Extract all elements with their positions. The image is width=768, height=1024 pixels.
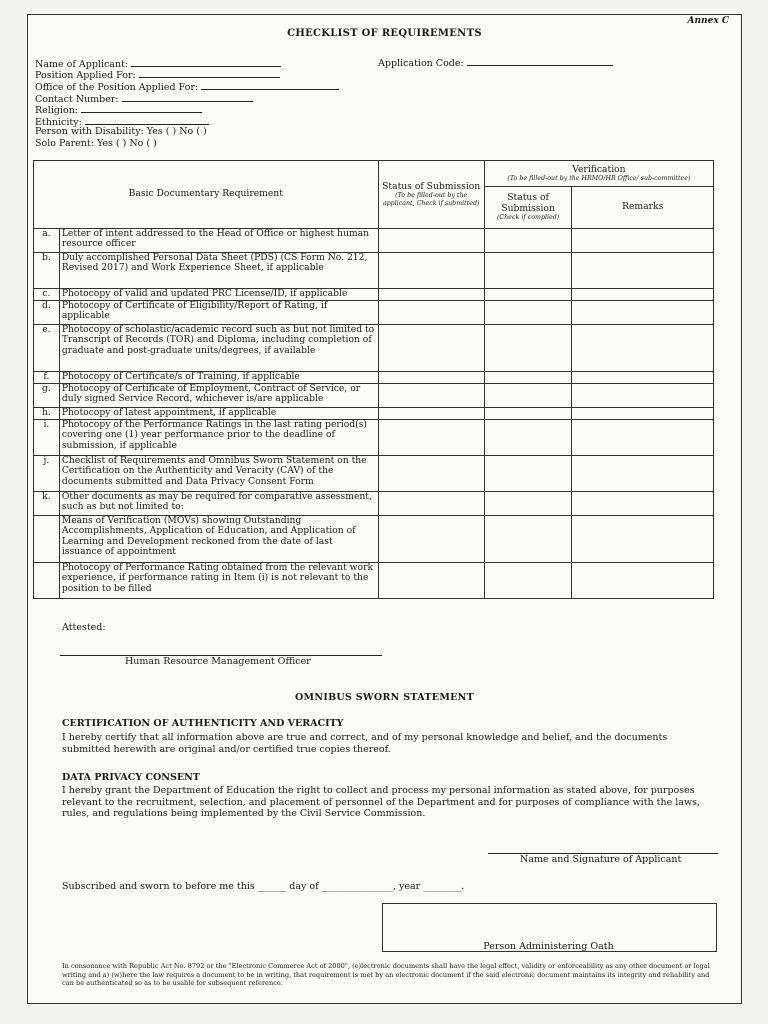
row-letter: d. <box>34 301 60 325</box>
header-status-note: (To be filled-out by the applicant, Check if submitted) <box>382 192 480 207</box>
status-cell[interactable] <box>378 456 484 492</box>
status-cell[interactable] <box>378 492 484 516</box>
verification-status-cell[interactable] <box>484 420 572 456</box>
remarks-cell[interactable] <box>572 301 714 325</box>
row-letter: f. <box>34 372 60 384</box>
status-cell[interactable] <box>378 563 484 599</box>
verification-status-cell[interactable] <box>484 516 572 563</box>
status-cell[interactable] <box>378 325 484 372</box>
annex-label: Annex C <box>687 16 729 26</box>
table-row <box>34 289 714 301</box>
row-requirement-text: Letter of intent addressed to the Head of Office or highest human resource officer <box>59 229 378 253</box>
row-requirement-text: Photocopy of Certificate of Employment, Contract of Service, or duly signed Service Record, whichever is/are applicable <box>59 384 378 408</box>
header-v-status-note: (Check if complied) <box>496 214 560 222</box>
table-row <box>34 516 714 563</box>
verification-status-cell[interactable] <box>484 456 572 492</box>
remarks-cell[interactable] <box>572 516 714 563</box>
status-cell[interactable] <box>378 516 484 563</box>
pwd-field[interactable]: Person with Disability: Yes ( ) No ( ) <box>35 126 207 137</box>
contact-label: Contact Number: <box>35 94 119 105</box>
verification-status-cell[interactable] <box>484 563 572 599</box>
header-verification-note: (To be filled-out by the HRMO/HR Office/ sub-committee) <box>507 174 691 182</box>
row-requirement-text: Photocopy of the Performance Ratings in the last rating period(s) covering one (1) year performance prior to the deadline of submission, if applicable <box>59 420 378 456</box>
verification-status-cell[interactable] <box>484 301 572 325</box>
ethnicity-label: Ethnicity: <box>35 117 82 128</box>
table-row <box>34 420 714 456</box>
row-requirement-text: Photocopy of Performance Rating obtained from the relevant work experience, if performance rating in Item (i) is not relevant to the position to be filled <box>59 563 378 599</box>
verification-status-cell[interactable] <box>484 372 572 384</box>
verification-status-cell[interactable] <box>484 408 572 420</box>
table-row <box>34 384 714 408</box>
status-cell[interactable] <box>378 372 484 384</box>
omnibus-heading: OMNIBUS SWORN STATEMENT <box>294 692 475 703</box>
document-page <box>27 14 742 1004</box>
verification-status-cell[interactable] <box>484 325 572 372</box>
applicant-signature-label: Name and Signature of Applicant <box>520 854 682 865</box>
header-remarks: Remarks <box>572 187 714 229</box>
certification-heading: CERTIFICATION OF AUTHENTICITY AND VERACITY <box>62 718 344 729</box>
applicant-name-label: Name of Applicant: <box>35 59 129 70</box>
row-letter: b. <box>34 253 60 289</box>
remarks-cell[interactable] <box>572 492 714 516</box>
table-row <box>34 563 714 599</box>
row-letter: c. <box>34 289 60 301</box>
table-row <box>34 456 714 492</box>
table-row <box>34 253 714 289</box>
remarks-cell[interactable] <box>572 384 714 408</box>
row-requirement-text: Other documents as may be required for comparative assessment, such as but not limited to: <box>59 492 378 516</box>
header-v-status-label: Status of Submission <box>501 192 555 214</box>
verification-status-cell[interactable] <box>484 253 572 289</box>
table-row <box>34 301 714 325</box>
remarks-cell[interactable] <box>572 408 714 420</box>
attested-label: Attested: <box>62 622 106 633</box>
table-row <box>34 408 714 420</box>
row-letter: g. <box>34 384 60 408</box>
verification-status-cell[interactable] <box>484 289 572 301</box>
application-code-field[interactable] <box>378 56 613 69</box>
requirements-table <box>33 160 714 599</box>
header-status-submission <box>378 161 484 229</box>
status-cell[interactable] <box>378 253 484 289</box>
header-verification-label: Verification <box>572 163 626 175</box>
application-code-label: Application Code: <box>378 58 464 69</box>
position-label: Position Applied For: <box>35 70 136 81</box>
remarks-cell[interactable] <box>572 563 714 599</box>
row-letter: i. <box>34 420 60 456</box>
status-cell[interactable] <box>378 229 484 253</box>
row-letter <box>34 516 60 563</box>
row-letter: e. <box>34 325 60 372</box>
status-cell[interactable] <box>378 384 484 408</box>
solo-parent-field[interactable]: Solo Parent: Yes ( ) No ( ) <box>35 138 157 149</box>
hrmo-label: Human Resource Management Officer <box>125 656 311 667</box>
row-requirement-text: Checklist of Requirements and Omnibus Sworn Statement on the Certification on the Authenticity and Veracity (CAV) of the documents submitted and Data Privacy Consent Form <box>59 456 378 492</box>
verification-status-cell[interactable] <box>484 492 572 516</box>
verification-status-cell[interactable] <box>484 229 572 253</box>
row-requirement-text: Photocopy of scholastic/academic record such as but not limited to Transcript of Records (TOR) and Diploma, including completion of graduate and post-graduate units/degrees, if available <box>59 325 378 372</box>
row-requirement-text: Photocopy of latest appointment, if applicable <box>59 408 378 420</box>
status-cell[interactable] <box>378 408 484 420</box>
row-letter: k. <box>34 492 60 516</box>
status-cell[interactable] <box>378 289 484 301</box>
footer-note: In consonance with Republic Act No. 8792 or the "Electronic Commerce Act of 2000", (e)lectronic documents shall have the legal effect, validity or enforceability as any other document or legal writing and a) (w)here the law requires a document to be in writing, that requirement is met by an electronic document if the said electronic document maintains its integrity and reliability and can be authenticated so as to be usable for subsequent reference. <box>62 962 710 987</box>
privacy-heading: DATA PRIVACY CONSENT <box>62 772 200 783</box>
header-status-label: Status of Submission <box>382 180 481 192</box>
remarks-cell[interactable] <box>572 253 714 289</box>
row-requirement-text: Duly accomplished Personal Data Sheet (PDS) (CS Form No. 212, Revised 2017) and Work Experience Sheet, if applicable <box>59 253 378 289</box>
remarks-cell[interactable] <box>572 420 714 456</box>
header-verification-status <box>484 187 572 229</box>
row-requirement-text: Photocopy of Certificate of Eligibility/Report of Rating, if applicable <box>59 301 378 325</box>
status-cell[interactable] <box>378 301 484 325</box>
verification-status-cell[interactable] <box>484 384 572 408</box>
certification-text: I hereby certify that all information above are true and correct, and of my personal knowledge and belief, and the documents submitted herewith are original and/or certified true copies thereof. <box>62 732 668 755</box>
row-letter: h. <box>34 408 60 420</box>
privacy-text: I hereby grant the Department of Education the right to collect and process my personal information as stated above, for purposes relevant to the recruitment, selection, and placement of personnel of the Department and for purposes of compliance with the laws, rules, and regulations being implemented by the Civil Service Commission. <box>62 785 700 819</box>
office-label: Office of the Position Applied For: <box>35 82 199 93</box>
row-requirement-text: Photocopy of valid and updated PRC License/ID, if applicable <box>59 289 378 301</box>
table-row <box>34 325 714 372</box>
remarks-cell[interactable] <box>572 372 714 384</box>
remarks-cell[interactable] <box>572 229 714 253</box>
header-basic-requirement: Basic Documentary Requirement <box>34 161 379 229</box>
remarks-cell[interactable] <box>572 325 714 372</box>
row-requirement-text: Photocopy of Certificate/s of Training, if applicable <box>59 372 378 384</box>
table-row <box>34 229 714 253</box>
header-verification <box>484 161 713 187</box>
row-letter <box>34 563 60 599</box>
row-requirement-text: Means of Verification (MOVs) showing Outstanding Accomplishments, Application of Education, and Application of Learning and Development reckoned from the date of last issuance of appointment <box>59 516 378 563</box>
religion-label: Religion: <box>35 105 79 116</box>
status-cell[interactable] <box>378 420 484 456</box>
remarks-cell[interactable] <box>572 456 714 492</box>
remarks-cell[interactable] <box>572 289 714 301</box>
sworn-statement[interactable]: Subscribed and sworn to before me this ______ day of _______________, year ________. <box>62 881 465 892</box>
row-letter: j. <box>34 456 60 492</box>
table-row <box>34 492 714 516</box>
oath-label: Person Administering Oath <box>483 941 614 952</box>
row-letter: a. <box>34 229 60 253</box>
page-title: CHECKLIST OF REQUIREMENTS <box>287 28 482 39</box>
table-row <box>34 372 714 384</box>
